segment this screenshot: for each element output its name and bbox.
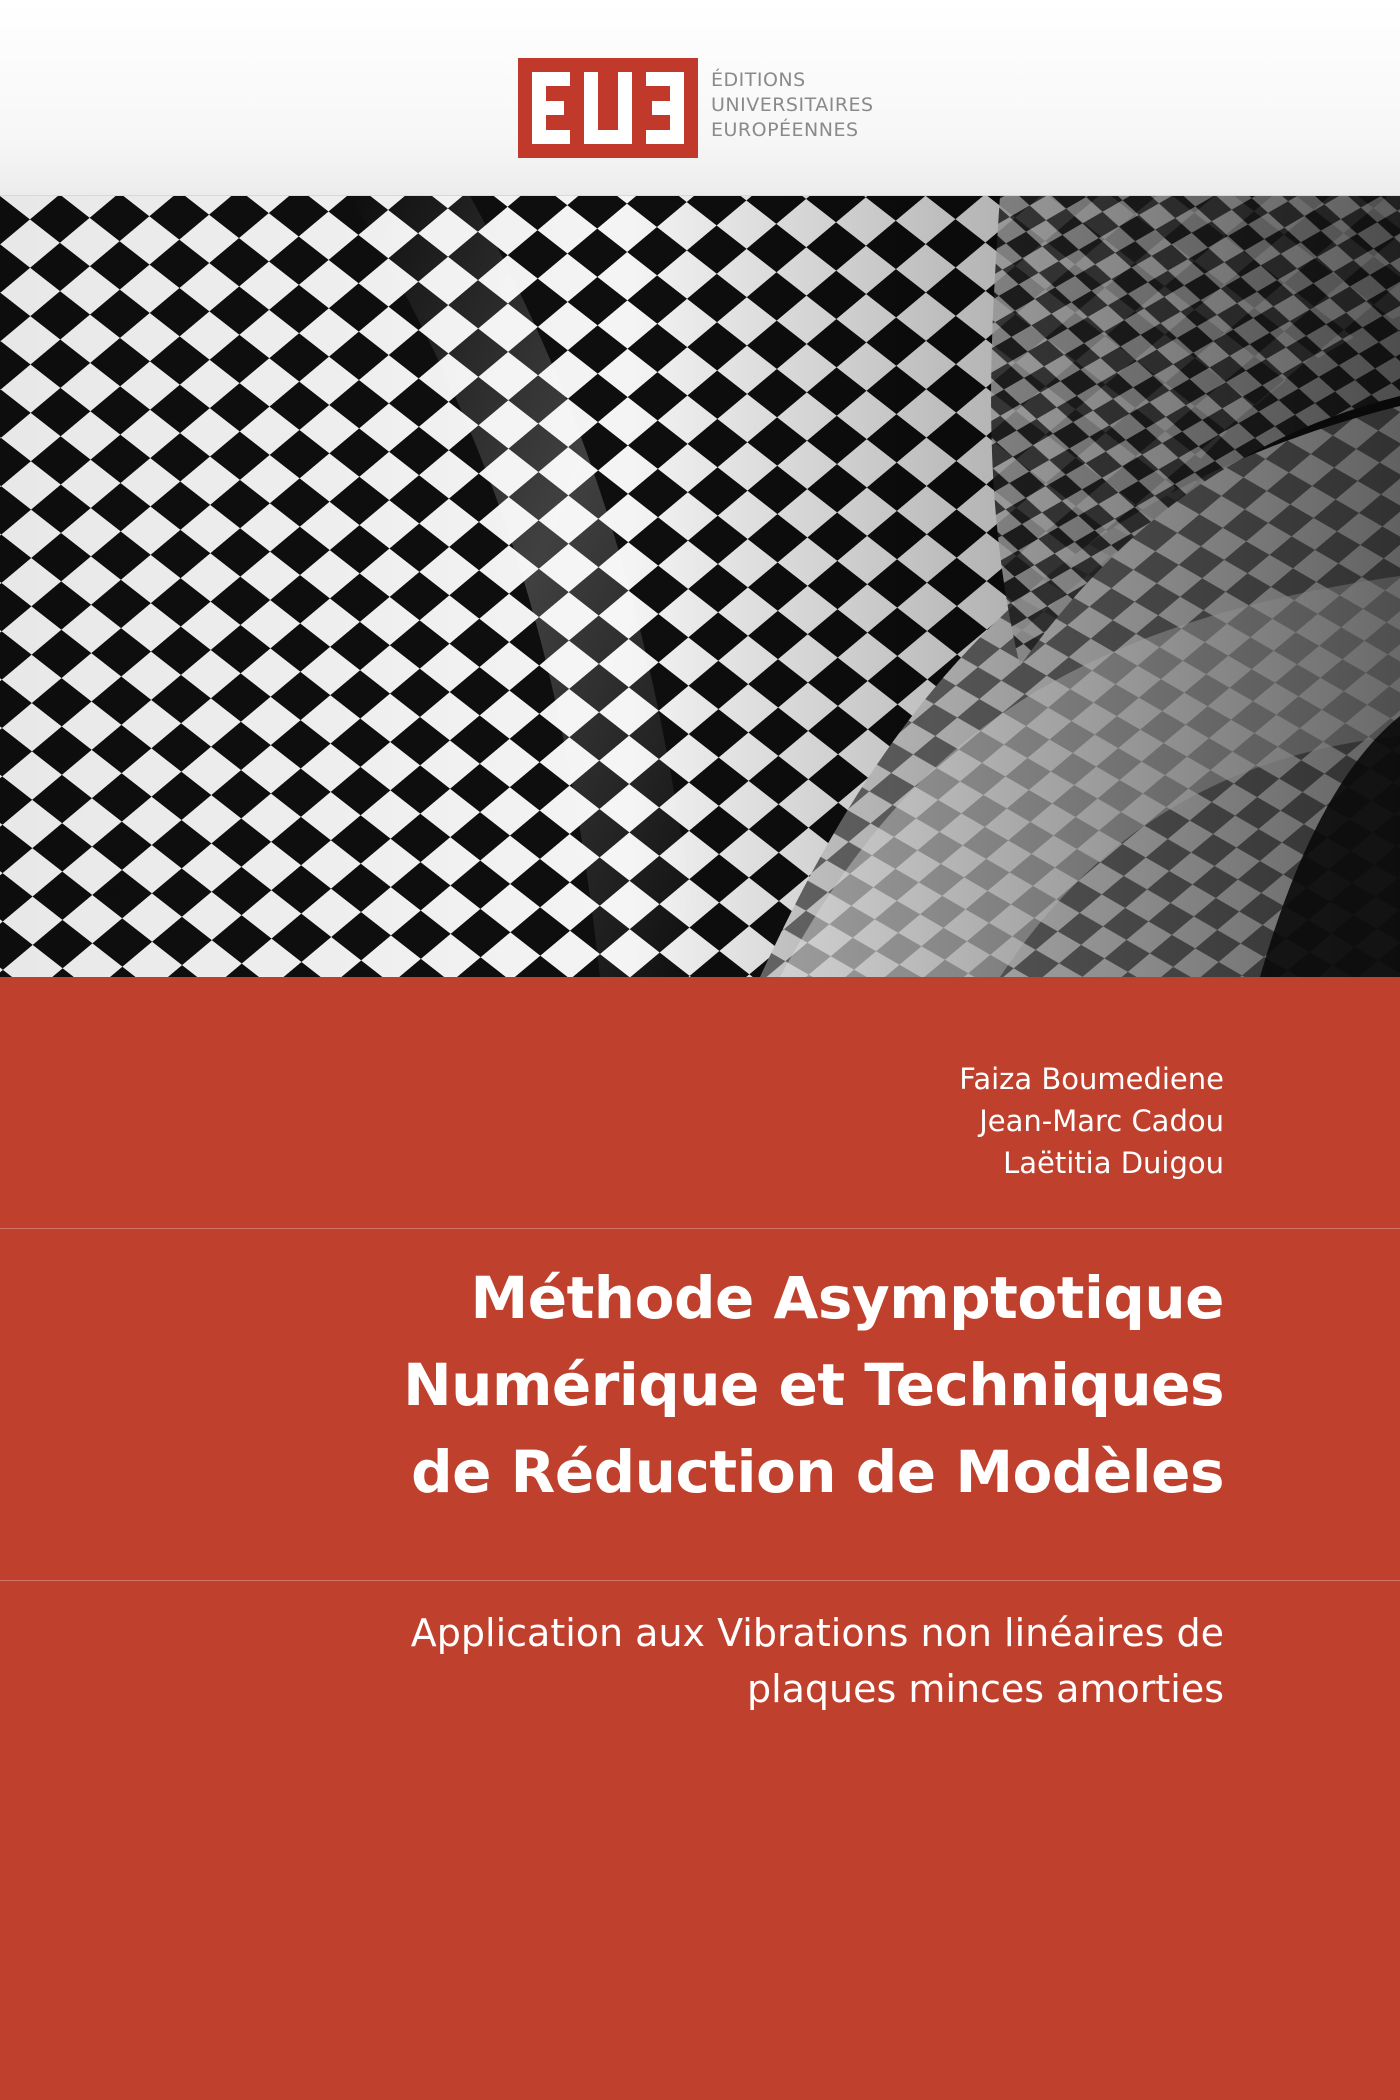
title-line: de Réduction de Modèles — [411, 1438, 1224, 1506]
publisher-header — [0, 0, 1400, 196]
author-name: Laëtitia Duigou — [1003, 1146, 1224, 1180]
publisher-name-line: ÉDITIONS — [711, 69, 806, 91]
title-line: Numérique et Techniques — [403, 1351, 1224, 1419]
subtitle-line: plaques minces amorties — [746, 1667, 1224, 1711]
publisher-name — [711, 68, 874, 143]
author-list — [959, 1058, 1224, 1184]
author-name: Jean-Marc Cadou — [979, 1104, 1224, 1138]
checkered-flag-wave-image — [0, 196, 1400, 977]
divider-line — [0, 1580, 1400, 1581]
author-name: Faiza Boumediene — [959, 1062, 1224, 1096]
publisher-name-line: UNIVERSITAIRES — [711, 94, 874, 116]
book-title — [44, 1255, 1224, 1516]
eue-logo — [518, 58, 698, 158]
book-subtitle — [44, 1605, 1224, 1717]
title-line: Méthode Asymptotique — [470, 1264, 1224, 1332]
divider-line — [0, 1228, 1400, 1229]
publisher-name-line: EUROPÉENNES — [711, 119, 859, 141]
subtitle-line: Application aux Vibrations non linéaires de — [410, 1611, 1224, 1655]
